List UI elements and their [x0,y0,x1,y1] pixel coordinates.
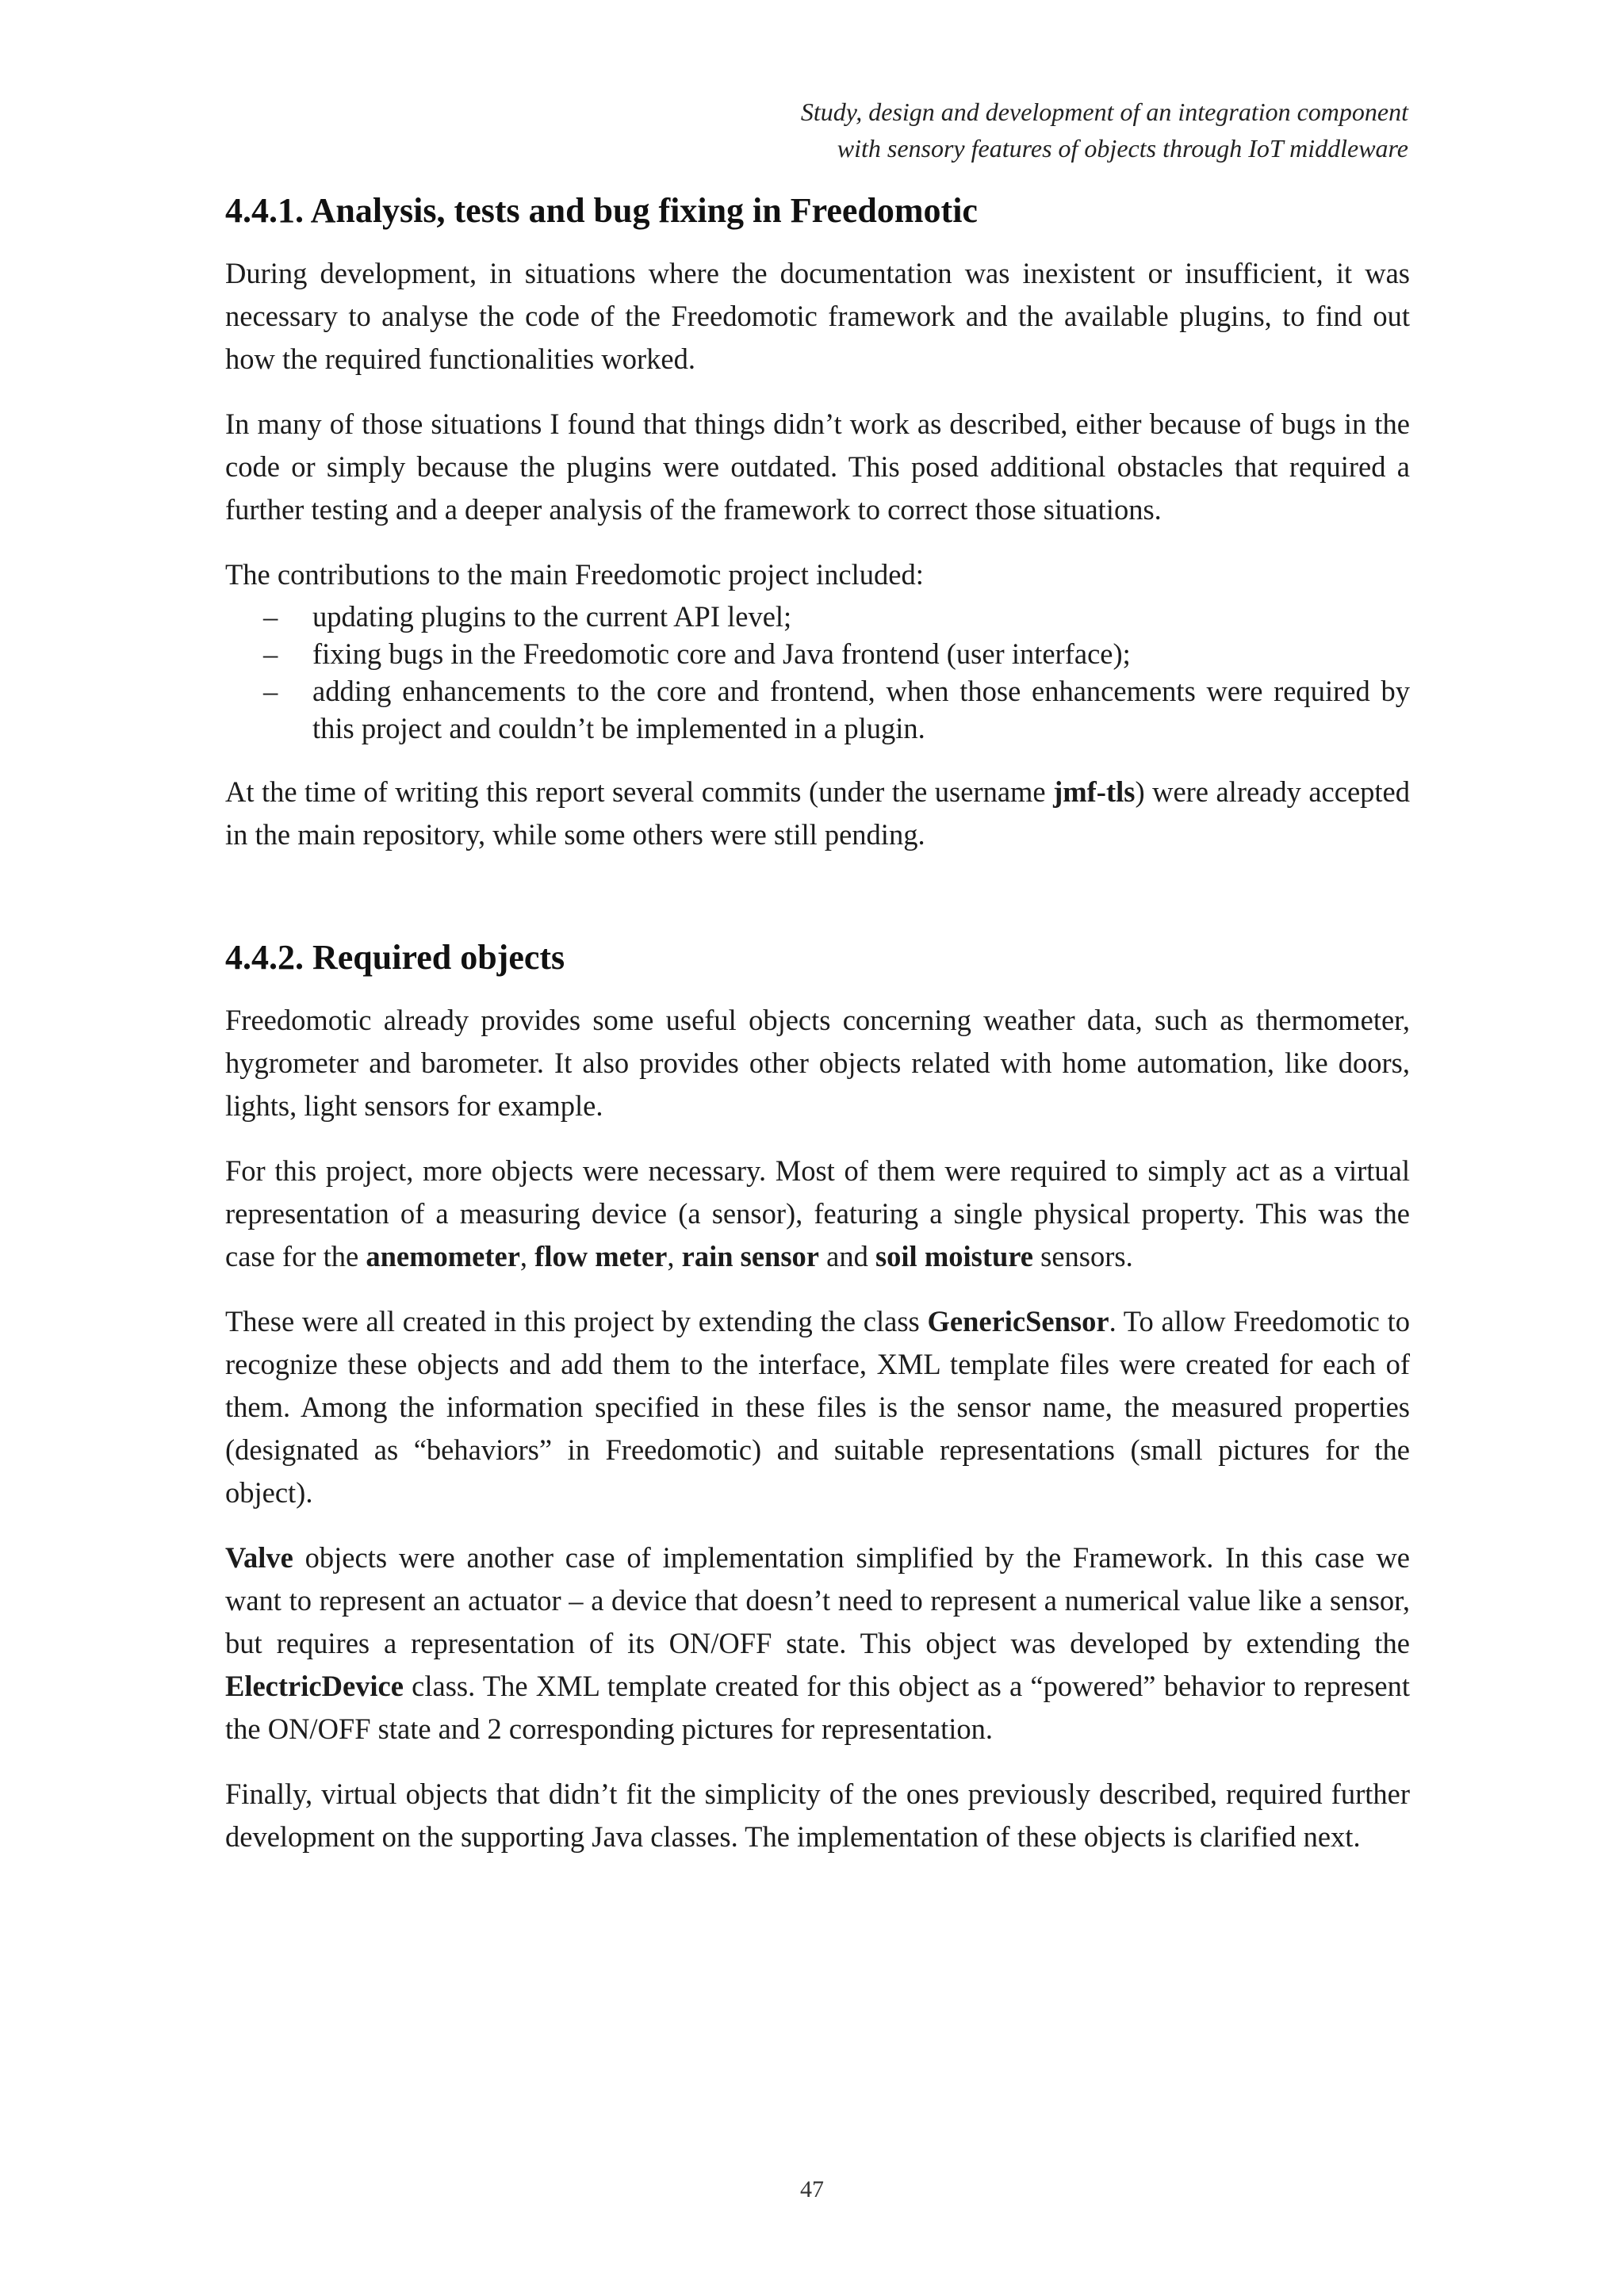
text-run: class. The XML template created for this object as a “powered” behavior to represent the ON/OFF state and 2 corresponding pictures for representation. [225,1670,1410,1745]
text-run: These were all created in this project by extending the class [225,1305,928,1337]
text-run: , [667,1240,682,1272]
main-content [225,189,1410,1881]
term-bold: soil moisture [875,1240,1034,1272]
paragraph [225,1150,1410,1278]
running-header [536,94,1408,166]
text-run: sensors. [1033,1240,1133,1272]
term-bold: rain sensor [681,1240,819,1272]
term-bold: anemometer [366,1240,520,1272]
term-bold: flow meter [534,1240,668,1272]
list-item-text: fixing bugs in the Freedomotic core and Java frontend (user interface); [312,637,1131,670]
text-run: ) were already accepted in the main repository, while some others were still pending. [225,775,1410,851]
paragraph: Finally, virtual objects that didn’t fit the simplicity of the ones previously described, required further development on the supporting Java classes. The implementation of these objects is clarified next. [225,1777,1410,1853]
paragraph: The contributions to the main Freedomotic project included: [225,558,924,591]
dash-bullet: – [263,675,278,707]
term-bold: ElectricDevice [225,1670,404,1702]
username-bold: jmf-tls [1053,775,1136,808]
paragraph [225,1300,1410,1514]
section-spacer [225,878,1410,936]
running-header-line-2: with sensory features of objects through IoT middleware [837,134,1408,163]
section-heading-4-4-1: 4.4.1. Analysis, tests and bug fixing in Freedomotic [225,191,978,230]
list-item [225,672,1410,747]
list-item [225,635,1410,672]
dash-bullet: – [263,600,278,633]
dash-bullet: – [263,637,278,670]
paragraph: During development, in situations where the documentation was inexistent or insufficient, it was necessary to analyse the code of the Freedomotic framework and the available plugins, to find out how the required functionalities worked. [225,257,1410,375]
list-item-text: adding enhancements to the core and frontend, when those enhancements were required by this project and couldn’t be implemented in a plugin. [312,675,1410,744]
paragraph [225,1536,1410,1751]
running-header-line-1: Study, design and development of an integration component [800,98,1408,126]
page-number: 47 [800,2176,824,2202]
term-bold: GenericSensor [927,1305,1109,1337]
text-run: objects were another case of implementation simplified by the Framework. In this case we want to represent an actuator – a device that doesn’t need to represent a numerical value like a sensor, but requires a representation of its ON/OFF state. This object was developed by extending the [225,1541,1410,1659]
text-run: and [819,1240,875,1272]
text-run: For this project, more objects were necessary. Most of them were required to simply act as a virtual representation of a measuring device (a sensor), featuring a single physical property. This was the case for the [225,1154,1410,1272]
term-bold: Valve [225,1541,293,1574]
list-item-text: updating plugins to the current API level; [312,600,792,633]
section-heading-4-4-2: 4.4.2. Required objects [225,938,565,977]
list-item [225,598,1410,635]
text-run: . To allow Freedomotic to recognize these objects and add them to the interface, XML template files were created for each of them. Among the information specified in these files is the sensor name, the measured properties (designated as “behaviors” in Freedomotic) and suitable representations (small pictures for the object). [225,1305,1410,1509]
contributions-list [225,598,1410,747]
text-run: At the time of writing this report several commits (under the username [225,775,1054,808]
text-run: , [519,1240,535,1272]
paragraph: Freedomotic already provides some useful objects concerning weather data, such as thermometer, hygrometer and barometer. It also provides other objects related with home automation, like doors, lights, light sensors for example. [225,1004,1410,1122]
paragraph: In many of those situations I found that things didn’t work as described, either because of bugs in the code or simply because the plugins were outdated. This posed additional obstacles that required a further testing and a deeper analysis of the framework to correct those situations. [225,408,1410,526]
paragraph [225,771,1410,856]
